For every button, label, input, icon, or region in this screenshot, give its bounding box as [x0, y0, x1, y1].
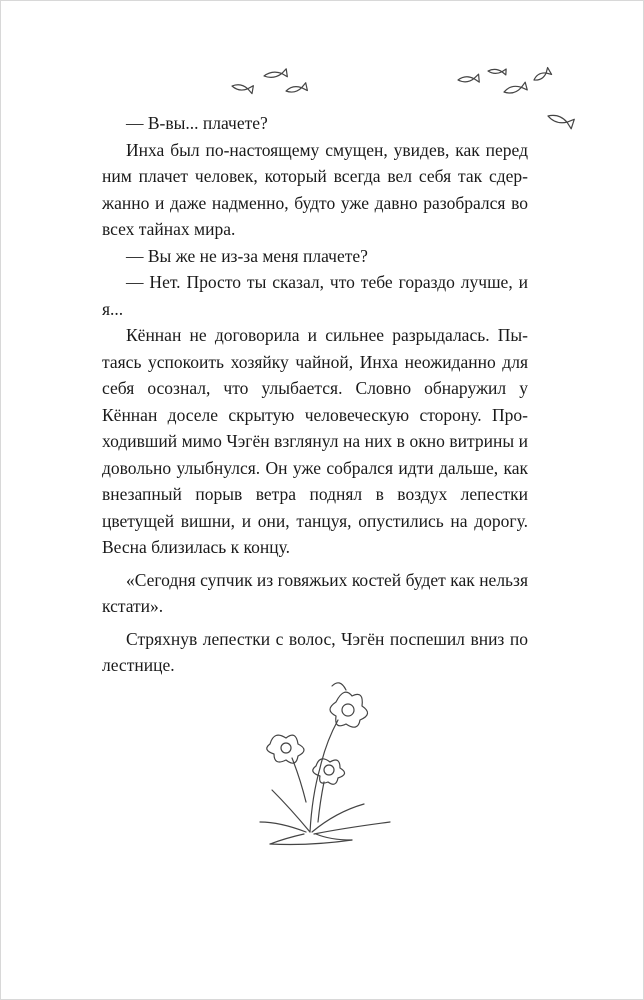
- body-text: [102, 110, 528, 679]
- paragraph: — Нет. Просто ты сказал, что тебе гораздо лучше, и я...: [102, 272, 528, 319]
- daffodil-icon: [240, 672, 410, 852]
- paragraph: Кённан не договорила и сильнее разрыдалась. Пытаясь успокоить хозяйку чайной, Инха неожиданно для себя осознал, что улыбается. Словно обнаружил у Кённан доселе скрытую человеческую сторону. Проходивший мимо Чэгён взглянул на них в окно витрины и довольно улыбнулся. Он уже собрался идти дальше, как внезапный порыв ветра поднял в воздух лепестки цветущей вишни, и они, танцуя, опустились на дорогу. Весна близилась к концу.: [102, 325, 528, 557]
- paragraph: — Вы же не из-за меня плачете?: [126, 245, 368, 266]
- paragraph: Инха был по-настоящему смущен, увидев, как перед ним плачет человек, который всегда вел себя так сдержанно и даже надменно, будто уже давно разобрался во всех тайнах мира.: [102, 139, 528, 239]
- paragraph: «Сегодня супчик из говяжьих костей будет как нельзя кстати».: [102, 569, 528, 616]
- paragraph: Стряхнув лепестки с волос, Чэгён поспешил вниз по лестнице.: [102, 628, 528, 675]
- paragraph: — В-вы... плачете?: [126, 113, 268, 133]
